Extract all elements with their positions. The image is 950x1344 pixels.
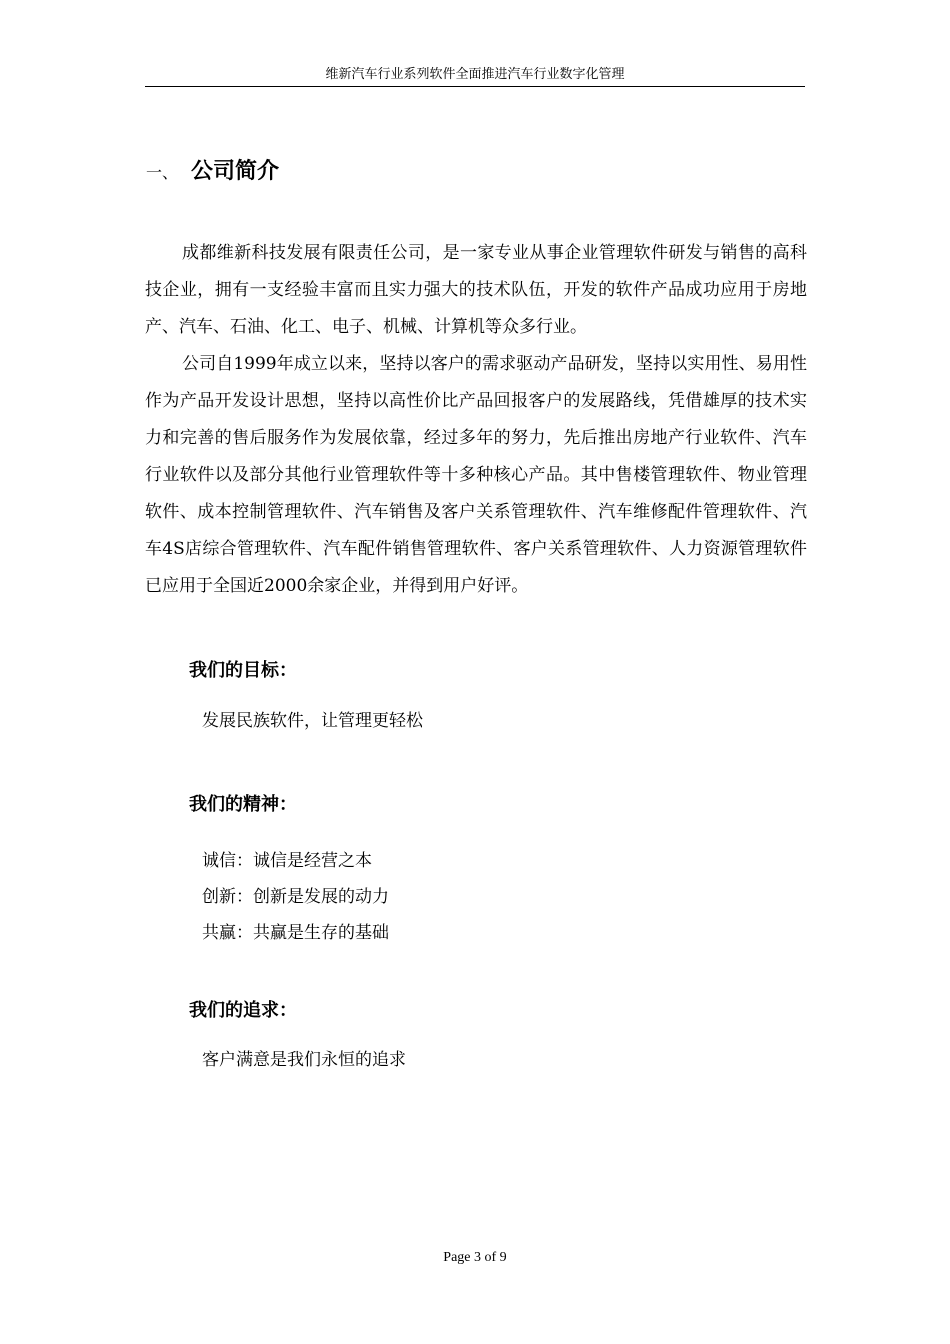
page-number: Page 3 of 9: [443, 1250, 507, 1265]
goal-heading: 我们的目标：: [189, 660, 297, 681]
history-paragraph: 公司自1999年成立以来，坚持以客户的需求驱动产品研发，坚持以实用性、易用性作为产品开发设计思想，坚持以高性价比产品回报客户的发展路线，凭借雄厚的技术实力和完善的售后服务作为发展依靠，经过多年的努力，先后推出房地产行业软件、汽车行业软件以及部分其他行业管理软件等十多种核心产品。其中售楼管理软件、物业管理软件、成本控制管理软件、汽车销售及客户关系管理软件、汽车维修配件管理软件、汽车4S店综合管理软件、汽车配件销售管理软件、客户关系管理软件、人力资源管理软件已应用于全国近2000余家企业，并得到用户好评。: [145, 354, 807, 596]
section-title: 公司简介: [191, 159, 280, 184]
intro-paragraph: 成都维新科技发展有限责任公司，是一家专业从事企业管理软件研发与销售的高科技企业，拥有一支经验丰富而且实力强大的技术队伍，开发的软件产品成功应用于房地产、汽车、石油、化工、电子、机械、计算机等众多行业。: [145, 243, 807, 337]
section-number: 一、: [146, 163, 179, 182]
spirit-list: [202, 843, 389, 951]
spirit-heading: 我们的精神：: [189, 794, 297, 815]
header-divider: [145, 86, 805, 87]
pursuit-heading: 我们的追求：: [189, 1000, 297, 1021]
page-header-title: 维新汽车行业系列软件全面推进汽车行业数字化管理: [325, 67, 625, 82]
pursuit-text: 客户满意是我们永恒的追求: [202, 1050, 406, 1070]
spirit-item-innovation: 创新：创新是发展的动力: [202, 887, 389, 907]
spirit-item-integrity: 诚信：诚信是经营之本: [202, 851, 372, 871]
spirit-item-win-win: 共赢：共赢是生存的基础: [202, 923, 389, 943]
goal-text: 发展民族软件，让管理更轻松: [202, 711, 423, 731]
